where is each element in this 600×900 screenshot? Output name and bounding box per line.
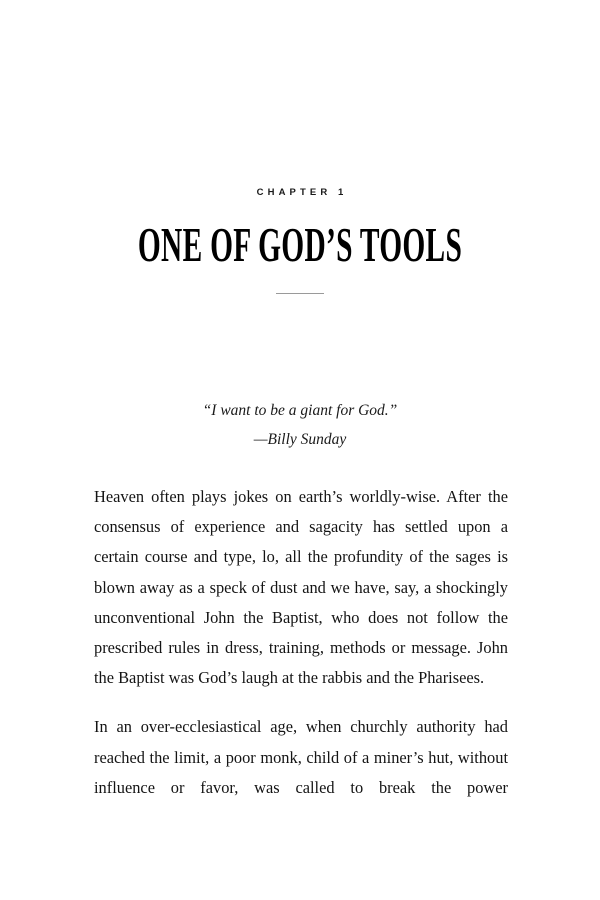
body-paragraph: In an over-ecclesiastical age, when churchly authority had reached the limit, a poor monk, child of a miner’s hut, without influence or favor, was called to break the power: [94, 717, 508, 797]
epigraph-attribution: —Billy Sunday: [253, 431, 347, 448]
body-paragraph: Heaven often plays jokes on earth’s worldly-wise. After the consensus of experience and sagacity has settled upon a certain course and type, lo, all the profundity of the sages is blown away as a speck of dust and we have, say, a shockingly unconventional John the Baptist, who does not follow the prescribed rules in dress, training, methods or message. John the Baptist was God’s laugh at the rabbis and the Pharisees.: [94, 487, 508, 688]
epigraph: [0, 396, 600, 454]
chapter-title: ONE OF GOD’S TOOLS: [137, 216, 463, 272]
title-divider-rule: [276, 293, 324, 294]
chapter-number-label: CHAPTER 1: [256, 187, 348, 198]
epigraph-quote-text: “I want to be a giant for God.”: [202, 402, 398, 419]
chapter-opener: [0, 188, 600, 294]
body-text-block: [94, 482, 508, 803]
